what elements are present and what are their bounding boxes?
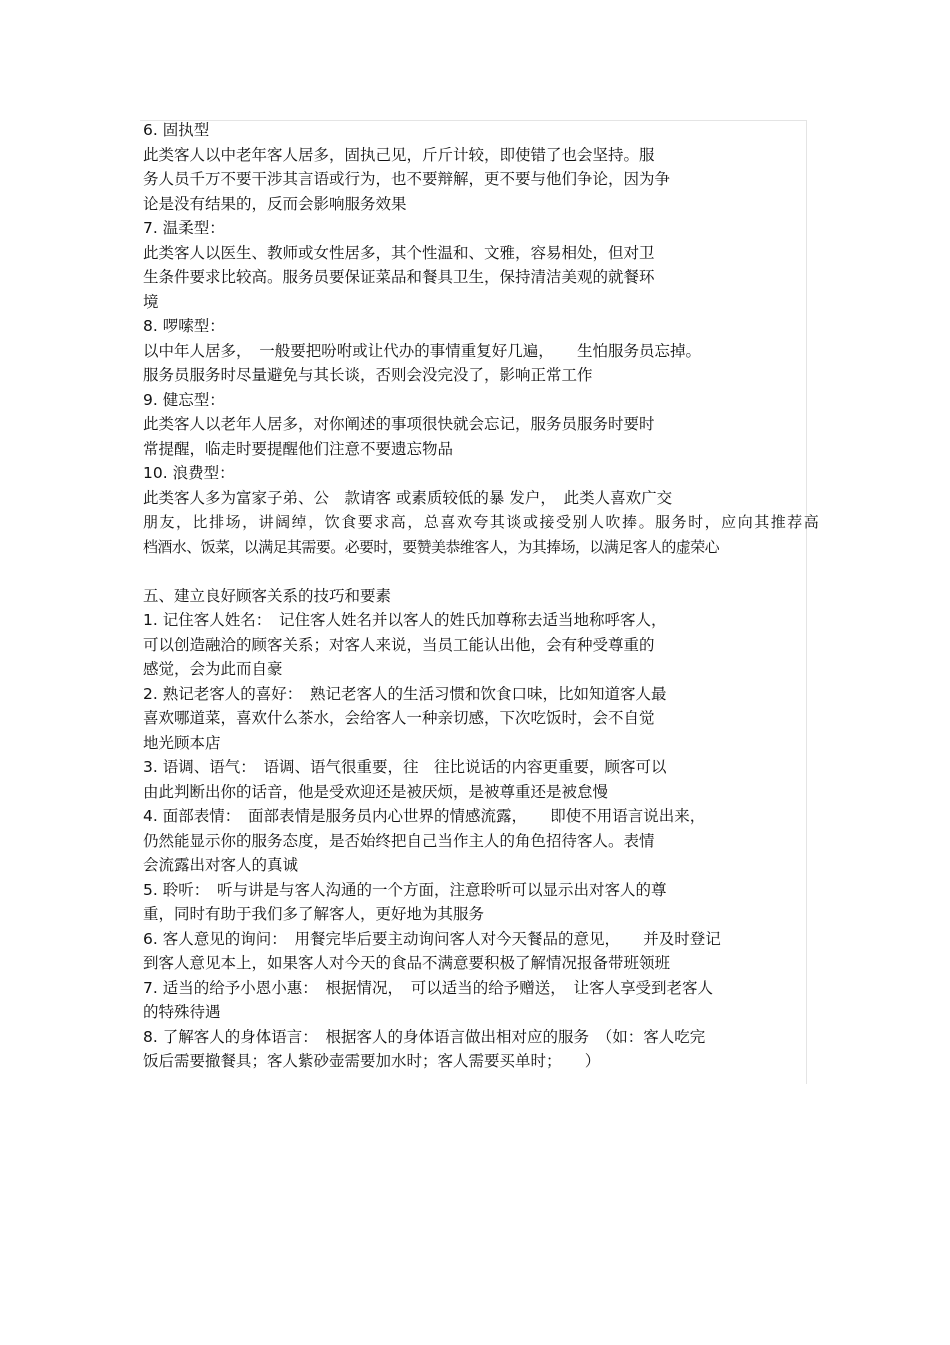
paragraph-line: 此类客人以中老年客人居多，固执己见，斤斤计较，即使错了也会坚持。服 <box>143 145 655 164</box>
paragraph-line: 此类客人多为富家子弟、公 款请客 或素质较低的暴 发户， 此类人喜欢广交 <box>143 488 673 507</box>
paragraph-line: 8. 了解客人的身体语言： 根据客人的身体语言做出相对应的服务 （如：客人吃完 <box>143 1027 706 1046</box>
paragraph-line: 4. 面部表情： 面部表情是服务员内心世界的情感流露， 即使不用语言说出来， <box>143 807 706 825</box>
paragraph-line: 3. 语调、语气： 语调、语气很重要，往 往比说话的内容更重要，顾客可以 <box>143 758 667 776</box>
paragraph-line: 论是没有结果的，反而会影响服务效果 <box>143 194 407 213</box>
paragraph-line: 会流露出对客人的真诚 <box>143 856 299 874</box>
paragraph-line: 服务员服务时尽量避免与其长谈，否则会没完没了，影响正常工作 <box>143 366 593 384</box>
paragraph-line: 务人员千万不要干涉其言语或行为，也不要辩解，更不要与他们争论，因为争 <box>143 170 671 188</box>
section-heading: 6. 固执型 <box>143 121 210 139</box>
section-heading: 8. 啰嗦型： <box>143 317 225 335</box>
paragraph-line: 5. 聆听： 听与讲是与客人沟通的一个方面，注意聆听可以显示出对客人的尊 <box>143 880 667 899</box>
paragraph-line: 到客人意见本上，如果客人对今天的食品不满意要积极了解情况报备带班领班 <box>143 954 671 972</box>
paragraph-line: 常提醒，临走时要提醒他们注意不要遗忘物品 <box>143 439 454 458</box>
section-heading: 9. 健忘型： <box>143 390 225 409</box>
paragraph-line: 境 <box>143 292 159 311</box>
document-body <box>143 118 818 1074</box>
paragraph-line: 生条件要求比较高。服务员要保证菜品和餐具卫生，保持清洁美观的就餐环 <box>143 268 655 286</box>
paragraph-line: 地光顾本店 <box>143 733 221 752</box>
blank-line <box>143 559 818 584</box>
paragraph-line: 可以创造融洽的顾客关系；对客人来说，当员工能认出他，会有种受尊重的 <box>143 635 655 654</box>
paragraph-line: 1. 记住客人姓名： 记住客人姓名并以客人的姓氏加尊称去适当地称呼客人， <box>143 611 667 629</box>
paragraph-line: 喜欢哪道菜，喜欢什么茶水，会给客人一种亲切感，下次吃饭时，会不自觉 <box>143 709 655 727</box>
section-heading: 10. 浪费型： <box>143 464 235 482</box>
paragraph-line: 仍然能显示你的服务态度，是否始终把自己当作主人的角色招待客人。表情 <box>143 831 655 850</box>
chapter-heading: 五、建立良好顾客关系的技巧和要素 <box>143 586 392 605</box>
paragraph-line: 感觉，会为此而自豪 <box>143 660 283 678</box>
paragraph-line: 朋友，比排场，讲阔绰，饮食要求高，总喜欢夸其谈或接受别人吹捧。服务时，应向其推荐高 <box>143 513 818 531</box>
paragraph-line: 此类客人以医生、教师或女性居多，其个性温和、文雅，容易相处，但对卫 <box>143 243 655 262</box>
paragraph-line: 重，同时有助于我们多了解客人，更好地为其服务 <box>143 905 485 923</box>
paragraph-line: 2. 熟记老客人的喜好： 熟记老客人的生活习惯和饮食口味，比如知道客人最 <box>143 684 667 703</box>
paragraph-line: 6. 客人意见的询问： 用餐完毕后要主动询问客人对今天餐品的意见， 并及时登记 <box>143 929 721 948</box>
paragraph-line: 饭后需要撤餐具；客人紫砂壶需要加水时；客人需要买单时； ） <box>143 1052 601 1070</box>
paragraph-line: 7. 适当的给予小恩小惠： 根据情况， 可以适当的给予赠送， 让客人享受到老客人 <box>143 978 713 997</box>
paragraph-line: 档酒水、饭菜，以满足其需要。必要时，要赞美恭维客人，为其捧场，以满足客人的虚荣心 <box>143 537 720 556</box>
section-heading: 7. 温柔型： <box>143 219 225 237</box>
paragraph-line: 的特殊待遇 <box>143 1003 221 1021</box>
paragraph-line: 此类客人以老年人居多，对你阐述的事项很快就会忘记，服务员服务时要时 <box>143 415 655 433</box>
paragraph-line: 由此判断出你的话音，他是受欢迎还是被厌烦，是被尊重还是被怠慢 <box>143 782 609 801</box>
paragraph-line: 以中年人居多， 一般要把吩咐或让代办的事情重复好几遍， 生怕服务员忘掉。 <box>143 341 702 360</box>
